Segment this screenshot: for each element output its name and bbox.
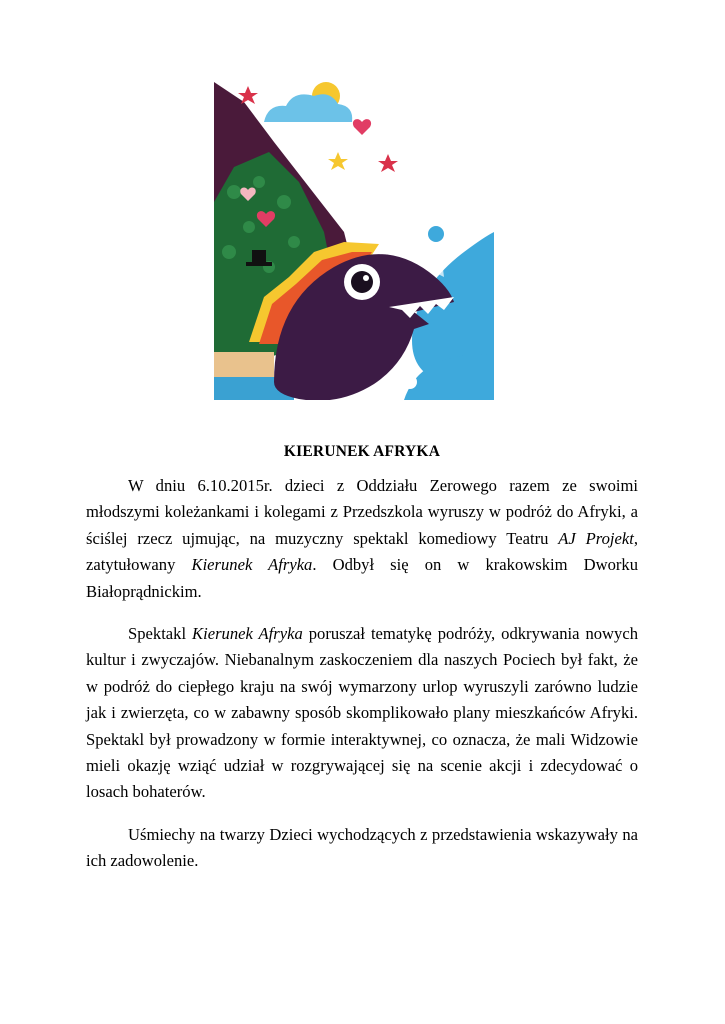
theater-name: AJ Projekt	[558, 528, 634, 548]
paragraph-intro	[86, 473, 638, 605]
cartoon-fish-poster-icon	[214, 82, 494, 400]
paragraph-conclusion	[86, 822, 638, 875]
article	[86, 443, 638, 891]
article-title: KIERUNEK AFRYKA	[283, 443, 441, 460]
text-span: , zatytułowany	[86, 528, 638, 575]
poster-illustration	[214, 82, 494, 400]
text-span: poruszał tematykę podróży, odkrywania nowych kultur i zwyczajów. Niebanalnym zaskoczeniem dla naszych Pociech był fakt, że w podróż do ciepłego kraju na swój wymarzony urlop wyruszyli zarówno ludzie jak i zwierzęta, co w zabawny sposób skomplikowało plany mieszkańców Afryki. Spektakl był prowadzony w formie interaktywnej, co oznacza, że mali Widzowie mieli okazję wziąć udział w rozgrywającej się na scenie akcji i zdecydować o losach bohaterów.	[86, 624, 639, 802]
play-title: Kierunek Afryka	[192, 624, 303, 644]
paragraph-description	[86, 621, 638, 806]
text-span: Uśmiechy na twarzy Dzieci wychodzących z przedstawienia wskazywały na ich zadowolenie.	[86, 824, 638, 871]
play-title: Kierunek Afryka	[191, 555, 313, 575]
text-span: . Odbył się on w krakowskim Dworku Białoprądnickim.	[86, 555, 638, 601]
text-span: W dniu 6.10.2015r. dzieci z Oddziału Zerowego razem ze swoimi młodszymi koleżankami i kolegami z Przedszkola wyruszy w podróż do Afryki, a ściślej rzecz ujmując, na muzyczny spektakl komediowy Teatru	[86, 476, 638, 548]
text-span: Spektakl	[128, 624, 193, 644]
